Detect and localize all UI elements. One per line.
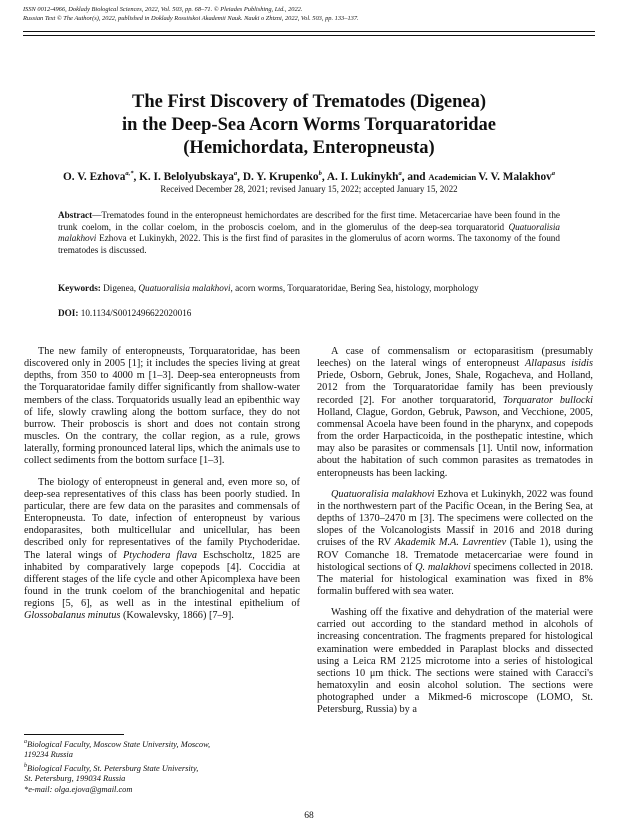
footnote-a: $^a$Biological Faculty, Moscow State University, Moscow, — [24, 739, 211, 749]
footnote-b-cont: St. Petersburg, 199034 Russia — [24, 774, 126, 784]
paragraph: The new family of enteropneusts, Torquaratoridae, has been discovered only in 2005 [1]; it includes the species living at great depths, from 350 to 4000 m [1–3]. Deep-sea enteropneusts from the Torquaratoridae family differ significantly from shallow-water members of the class. Torquatorids usually lead an epibenthic way of life, slowly crawling along the bottom surface, they do not burrow. Their proboscis is short and does not contain strong muscles. On the contrary, the collar region, as a rule, grows laterally, forming pronounced lateral lips, which the animals use to collect sediments from the bottom surface [1–3]. — [24, 346, 300, 467]
header-rule-thin — [23, 35, 595, 36]
title-line-2: in the Deep-Sea Acorn Worms Torquaratoridae — [122, 115, 496, 135]
header-line-2: Russian Text © The Author(s), 2022, published in Doklady Rossiiskoi Akademii Nauk. Nauki o Zhizni, 2022, Vol. 503, pp. 133–137. — [23, 15, 359, 22]
paragraph: A case of commensalism or ectoparasitism (presumably leeches) on the lateral wings of enteropneust Allapasus isidis Priede, Osborn, Gebruk, Jones, Shale, Rogacheva, and Holland, 2012 from the Torquaratoridae family has been previously recorded [2]. For another torquaratorid, Torquarator bullocki Holland, Clague, Gordon, Gebruk, Pawson, and Vecchione, 2005, commensal Acoela have been found in the pharynx, and copepods from the order Harpacticoida, in the posthepatic intestine, which may also be parasites or commensals [1]. Until now, information about the habitation of such common parasites as trematodes in enteropneusts has been lacking. — [317, 346, 593, 479]
keywords: Keywords: Digenea, Quatuoralisia malakhovi, acorn worms, Torquaratoridae, Bering Sea, histology, morphology — [58, 283, 479, 293]
footnotes — [24, 737, 300, 796]
paragraph: Washing off the fixative and dehydration of the material were carried out according to the standard method in alcohols of increasing concentration. The fragments prepared for histological examination were embedded in Paraplast blocks and dissected using a Leica RM 2125 microtome into a series of histological sections 10 μm thick. The sections were stained with Caracci's hematoxylin and eosin alcohol solution. The sections were photographed under a Mikmed-6 microscope (LOMO, St. Petersburg, Russia) by a — [317, 607, 593, 716]
header-rule — [23, 31, 595, 32]
title-line-3: (Hemichordata, Enteropneusta) — [183, 138, 435, 158]
abstract: Abstract—Trematodes found in the enteropneust hemichordates are described for the first time. Metacercariae have been found in the trunk coelom, in the collar coelom, in the proboscis coelom, and in the glomerulus of the deep-sea torquaratorid Quatuoralisia malakhovi Ezhova et Lukinykh, 2022. This is the first find of parasites in the glomerulus of acorn worms. The taxonomy of the found trematodes is discussed. — [58, 210, 560, 255]
right-column — [317, 346, 593, 726]
doi — [58, 308, 560, 320]
footnote-rule — [24, 734, 124, 735]
author-2: K. I. Belolyubskaya$^a$, — [139, 170, 243, 183]
paragraph: Quatuoralisia malakhovi Ezhova et Lukinykh, 2022 was found in the northwestern part of the Pacific Ocean, in the Bering Sea, at depths of 1370–2470 m [3]. The specimens were collected on the slopes of the Volcanologists Massif in 2016 and 2018 during cruises of the RV Akademik M.A. Lavrentiev (Table 1), using the ROV Comanche 18. Trematode metacercariae were found in histological sections of Q. malakhovi specimens collected in 2018. The material for histological examination was fixed in 8% formalin buffered with sea water. — [317, 488, 594, 597]
received-dates: Received December 28, 2021; revised January 15, 2022; accepted January 15, 2022 — [160, 184, 458, 194]
left-column — [24, 346, 300, 631]
author-1: O. V. Ezhova$^{a,*}$, — [62, 170, 140, 183]
page-number: 68 — [304, 811, 314, 821]
author-list — [20, 167, 598, 184]
doi-link[interactable]: 10.1134/S0012496622020016 — [78, 308, 192, 318]
journal-header — [23, 5, 595, 23]
keywords-label: Keywords: — [58, 283, 101, 293]
author-5: Academician V. V. Malakhov$^a$ — [428, 170, 556, 183]
doi-label: DOI: — [58, 308, 79, 318]
author-3: D. Y. Krupenko$^b$, — [242, 170, 327, 183]
article-title — [40, 91, 578, 160]
footnote-b: $^b$Biological Faculty, St. Petersburg State University, — [24, 762, 199, 773]
abstract-label: Abstract — [58, 210, 93, 220]
footnote-email[interactable]: *e-mail: olga.ejova@gmail.com — [24, 784, 133, 794]
header-line-1: ISSN 0012-4966, Doklady Biological Sciences, 2022, Vol. 503, pp. 68–71. © Pleiades Publishing, Ltd., 2022. — [23, 6, 303, 13]
footnote-a-cont: 119234 Russia — [24, 750, 73, 760]
title-line-1: The First Discovery of Trematodes (Digenea) — [132, 92, 486, 112]
author-4: A. I. Lukinykh$^a$, and — [326, 170, 429, 183]
paragraph: The biology of enteropneust in general and, even more so, of deep-sea representatives of this class has been poorly studied. In particular, there are few data on the parasites and commensals of Enteropneusta. To date, infection of enteropneust by various endoparasites, both multicellular and unicellular, has been described only for representatives of the family Ptychoderidae. The lateral wings of Ptychodera flava Eschscholtz, 1825 are inhabited by comparatively large copepods [4]. Coccidia at different stages of the life cycle and other Apicomplexa have been found in the trunk coelom of the branchiogenital and hepatic regions [5, 6], as well as in the intestinal epithelium of Glossobalanus minutus (Kowalevsky, 1866) [7–9]. — [24, 476, 300, 622]
